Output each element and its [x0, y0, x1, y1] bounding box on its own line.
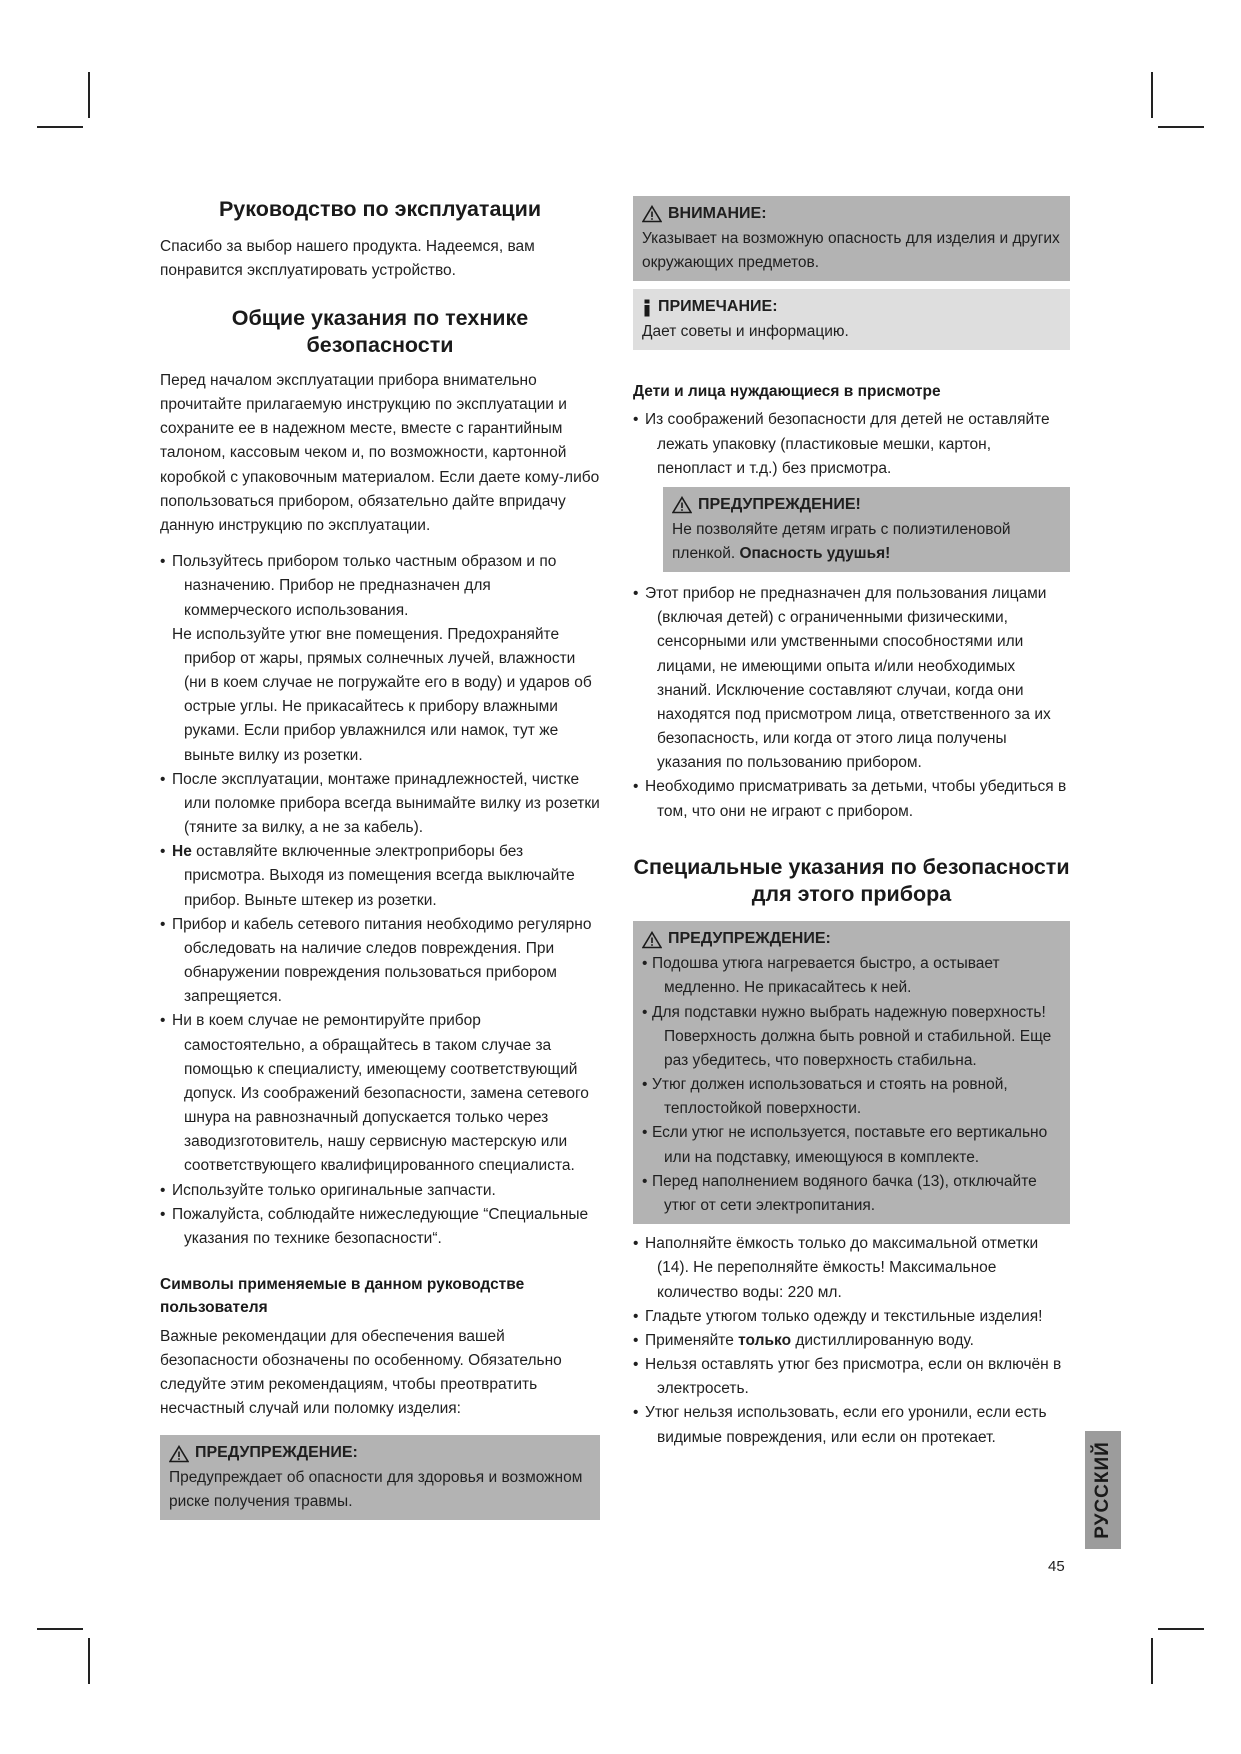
note-box [633, 289, 1070, 350]
intro-text: Спасибо за выбор нашего продукта. Надеемся, вам понравится эксплуатировать устройство. [160, 237, 535, 280]
list-item: • Если утюг не используется, поставьте его вертикально или на подставку, имеющуюся в комплекте. [642, 1121, 1061, 1169]
warning-box [160, 1435, 600, 1520]
crop-mark [88, 1638, 90, 1684]
crop-mark [1158, 126, 1204, 128]
special-warning-box [633, 921, 1070, 1224]
language-tab-label: РУССКИЙ [1092, 1441, 1113, 1539]
list-item: • Ни в коем случае не ремонтируйте прибор самостоятельно, а обращайтесь в таком случае за помощью к специалисту, имеющему соответствующий допуск. Из соображений безопасности, замена сетевого шнура на равнозначный допускается только через заводизготовитель, нашу сервисную мастерскую или соответствующего квалифицированного специалиста. [160, 1009, 600, 1178]
list-item-text: Применяйте [645, 1331, 739, 1349]
children-heading: Дети и лица нуждающиеся в присмотре [633, 383, 941, 401]
manual-title: Руководство по эксплуатации [218, 197, 542, 221]
caution-title-row [642, 202, 1061, 227]
child-warning-box [663, 487, 1070, 572]
special-safety-heading [633, 854, 1070, 908]
list-item: • Утюг должен использоваться и стоять на ровной, теплостойкой поверхности. [642, 1073, 1061, 1121]
list-item: • После эксплуатации, монтаже принадлежностей, чистке или поломке прибора всегда вынимайте вилку из розетки (тяните за вилку, а не за кабель). [160, 768, 600, 841]
crop-mark [1158, 1628, 1204, 1630]
final-bullet-list [633, 1232, 1070, 1450]
list-item: • Из соображений безопасности для детей не оставляйте лежать упаковку (пластиковые мешки, картон, пенопласт и т.д.) без присмотра. [633, 408, 1070, 481]
suffocation-danger-text: Опасность удушья! [739, 544, 891, 562]
list-item: • Нельзя оставлять утюг без присмотра, если он включён в электросеть. [633, 1353, 1070, 1401]
list-item: • Пожалуйста, соблюдайте нижеследующие “Специальные указания по технике безопасности“. [160, 1203, 600, 1251]
safety-bullet-list [160, 550, 600, 1251]
crop-mark [1151, 72, 1153, 118]
child-warning-title: ПРЕДУПРЕЖДЕНИЕ! [698, 495, 861, 513]
special-warning-bullets [642, 952, 1061, 1218]
warning-triangle-icon [672, 496, 692, 514]
list-item-text: дистиллированную воду. [791, 1331, 974, 1349]
safety-heading: Общие указания по технике безопасности [231, 306, 529, 358]
list-item: • Подошва утюга нагревается быстро, а остывает медленно. Не прикасайтесь к ней. [642, 952, 1061, 1000]
warning-triangle-icon [169, 1445, 189, 1463]
list-item: • Для подставки нужно выбрать надежную поверхность! Поверхность должна быть ровной и стабильной. Еще раз убедитесь, что поверхность стабильна. [642, 1001, 1061, 1074]
bold-text: Не [172, 843, 192, 861]
caution-box [633, 196, 1070, 281]
list-item: • Утюг нельзя использовать, если его уронили, если есть видимые повреждения, или если он протекает. [633, 1401, 1070, 1449]
warning-triangle-icon [642, 931, 662, 949]
special-heading-line-2: для этого прибора [751, 881, 952, 906]
child-warning-title-row [672, 493, 1061, 518]
note-title: ПРИМЕЧАНИЕ: [658, 298, 778, 316]
list-item: Не используйте утюг вне помещения. Предохраняйте прибор от жары, прямых солнечных лучей, влажности (ни в коем случае не погружайте его в воду) и ударов об острые углы. Не прикасайтесь к прибору влажными руками. Если прибор увлажнился или намок, тут же выньте вилку из розетки. [172, 625, 592, 764]
child-warning-text [672, 518, 1061, 566]
symbols-text: Важные рекомендации для обеспечения вашей безопасности обозначены по особенному. Обязательно следуйте этим рекомендациям, чтобы преотвратить несчастный случай или поломку изделия: [160, 1327, 562, 1418]
children-bullet-list-2 [633, 582, 1070, 824]
info-icon [642, 299, 652, 317]
note-title-row [642, 295, 1061, 320]
warning-title: ПРЕДУПРЕЖДЕНИЕ: [195, 1444, 358, 1462]
left-column [160, 196, 600, 1534]
list-item: • Используйте только оригинальные запчасти. [160, 1179, 600, 1203]
special-heading-line-1: Специальные указания по безопасности [633, 854, 1070, 879]
list-item: • Необходимо присматривать за детьми, чтобы убедиться в том, что они не играют с прибором. [633, 775, 1070, 823]
language-tab [1085, 1431, 1121, 1549]
list-item [160, 840, 600, 913]
note-text: Дает советы и информацию. [642, 322, 849, 340]
crop-mark [37, 1628, 83, 1630]
list-item: • Гладьте утюгом только одежду и текстильные изделия! [633, 1305, 1070, 1329]
safety-intro-text: Перед началом эксплуатации прибора внимательно прочитайте прилагаемую инструкцию по эксплуатации и сохраните ее в надежном месте, вместе с гарантийным талоном, кассовым чеком и, по возможности, картонной коробкой с упаковочным материалом. Если даете кому-либо попользоваться прибором, обязательно дайте впридачу данную инструкцию по эксплуатации. [160, 371, 600, 534]
right-column [633, 196, 1070, 1462]
children-bullet-list [633, 408, 1070, 481]
list-item [633, 1329, 1070, 1353]
list-item: • Пользуйтесь прибором только частным образом и по назначению. Прибор не предназначен для коммерческого использования. [160, 550, 600, 623]
warning-triangle-icon [642, 205, 662, 223]
page-number: 45 [1048, 1558, 1065, 1575]
crop-mark [88, 72, 90, 118]
list-item: • Наполняйте ёмкость только до максимальной отметки (14). Не переполняйте ёмкость! Максимальное количество воды: 220 мл. [633, 1232, 1070, 1305]
caution-text: Указывает на возможную опасность для изделия и других окружающих предметов. [642, 229, 1060, 271]
list-item: • Прибор и кабель сетевого питания необходимо регулярно обследовать на наличие следов повреждения. При обнаружении повреждения пользоваться прибором запрещяется. [160, 913, 600, 1010]
crop-mark [37, 126, 83, 128]
caution-title: ВНИМАНИЕ: [668, 205, 767, 222]
child-warning-body: Не позволяйте детям играть с полиэтиленовой пленкой. [672, 520, 1011, 562]
list-item: • Перед наполнением водяного бачка (13), отключайте утюг от сети электропитания. [642, 1170, 1061, 1218]
crop-mark [1151, 1638, 1153, 1684]
warning-text: Предупреждает об опасности для здоровья и возможном риске получения травмы. [169, 1469, 583, 1511]
special-warning-title-row [642, 927, 1061, 952]
bold-text: только [738, 1331, 792, 1349]
symbols-heading: Символы применяемые в данном руководстве пользователя [160, 1276, 525, 1317]
warning-title-row [169, 1441, 591, 1466]
list-item-text: оставляйте включенные электроприборы без присмотра. Выходя из помещения всегда выключайте прибор. Выньте штекер из розетки. [184, 843, 575, 909]
special-warning-title: ПРЕДУПРЕЖДЕНИЕ: [668, 930, 831, 948]
list-item: • Этот прибор не предназначен для пользования лицами (включая детей) с ограниченными физическими, сенсорными или умственными способностями или лицами, не имеющими опыта и/или необходимых знаний. Исключение составляют случаи, когда они находятся под присмотром лица, ответственного за их безопасность, или когда от этого лица получены указания по пользованию прибором. [633, 582, 1070, 775]
